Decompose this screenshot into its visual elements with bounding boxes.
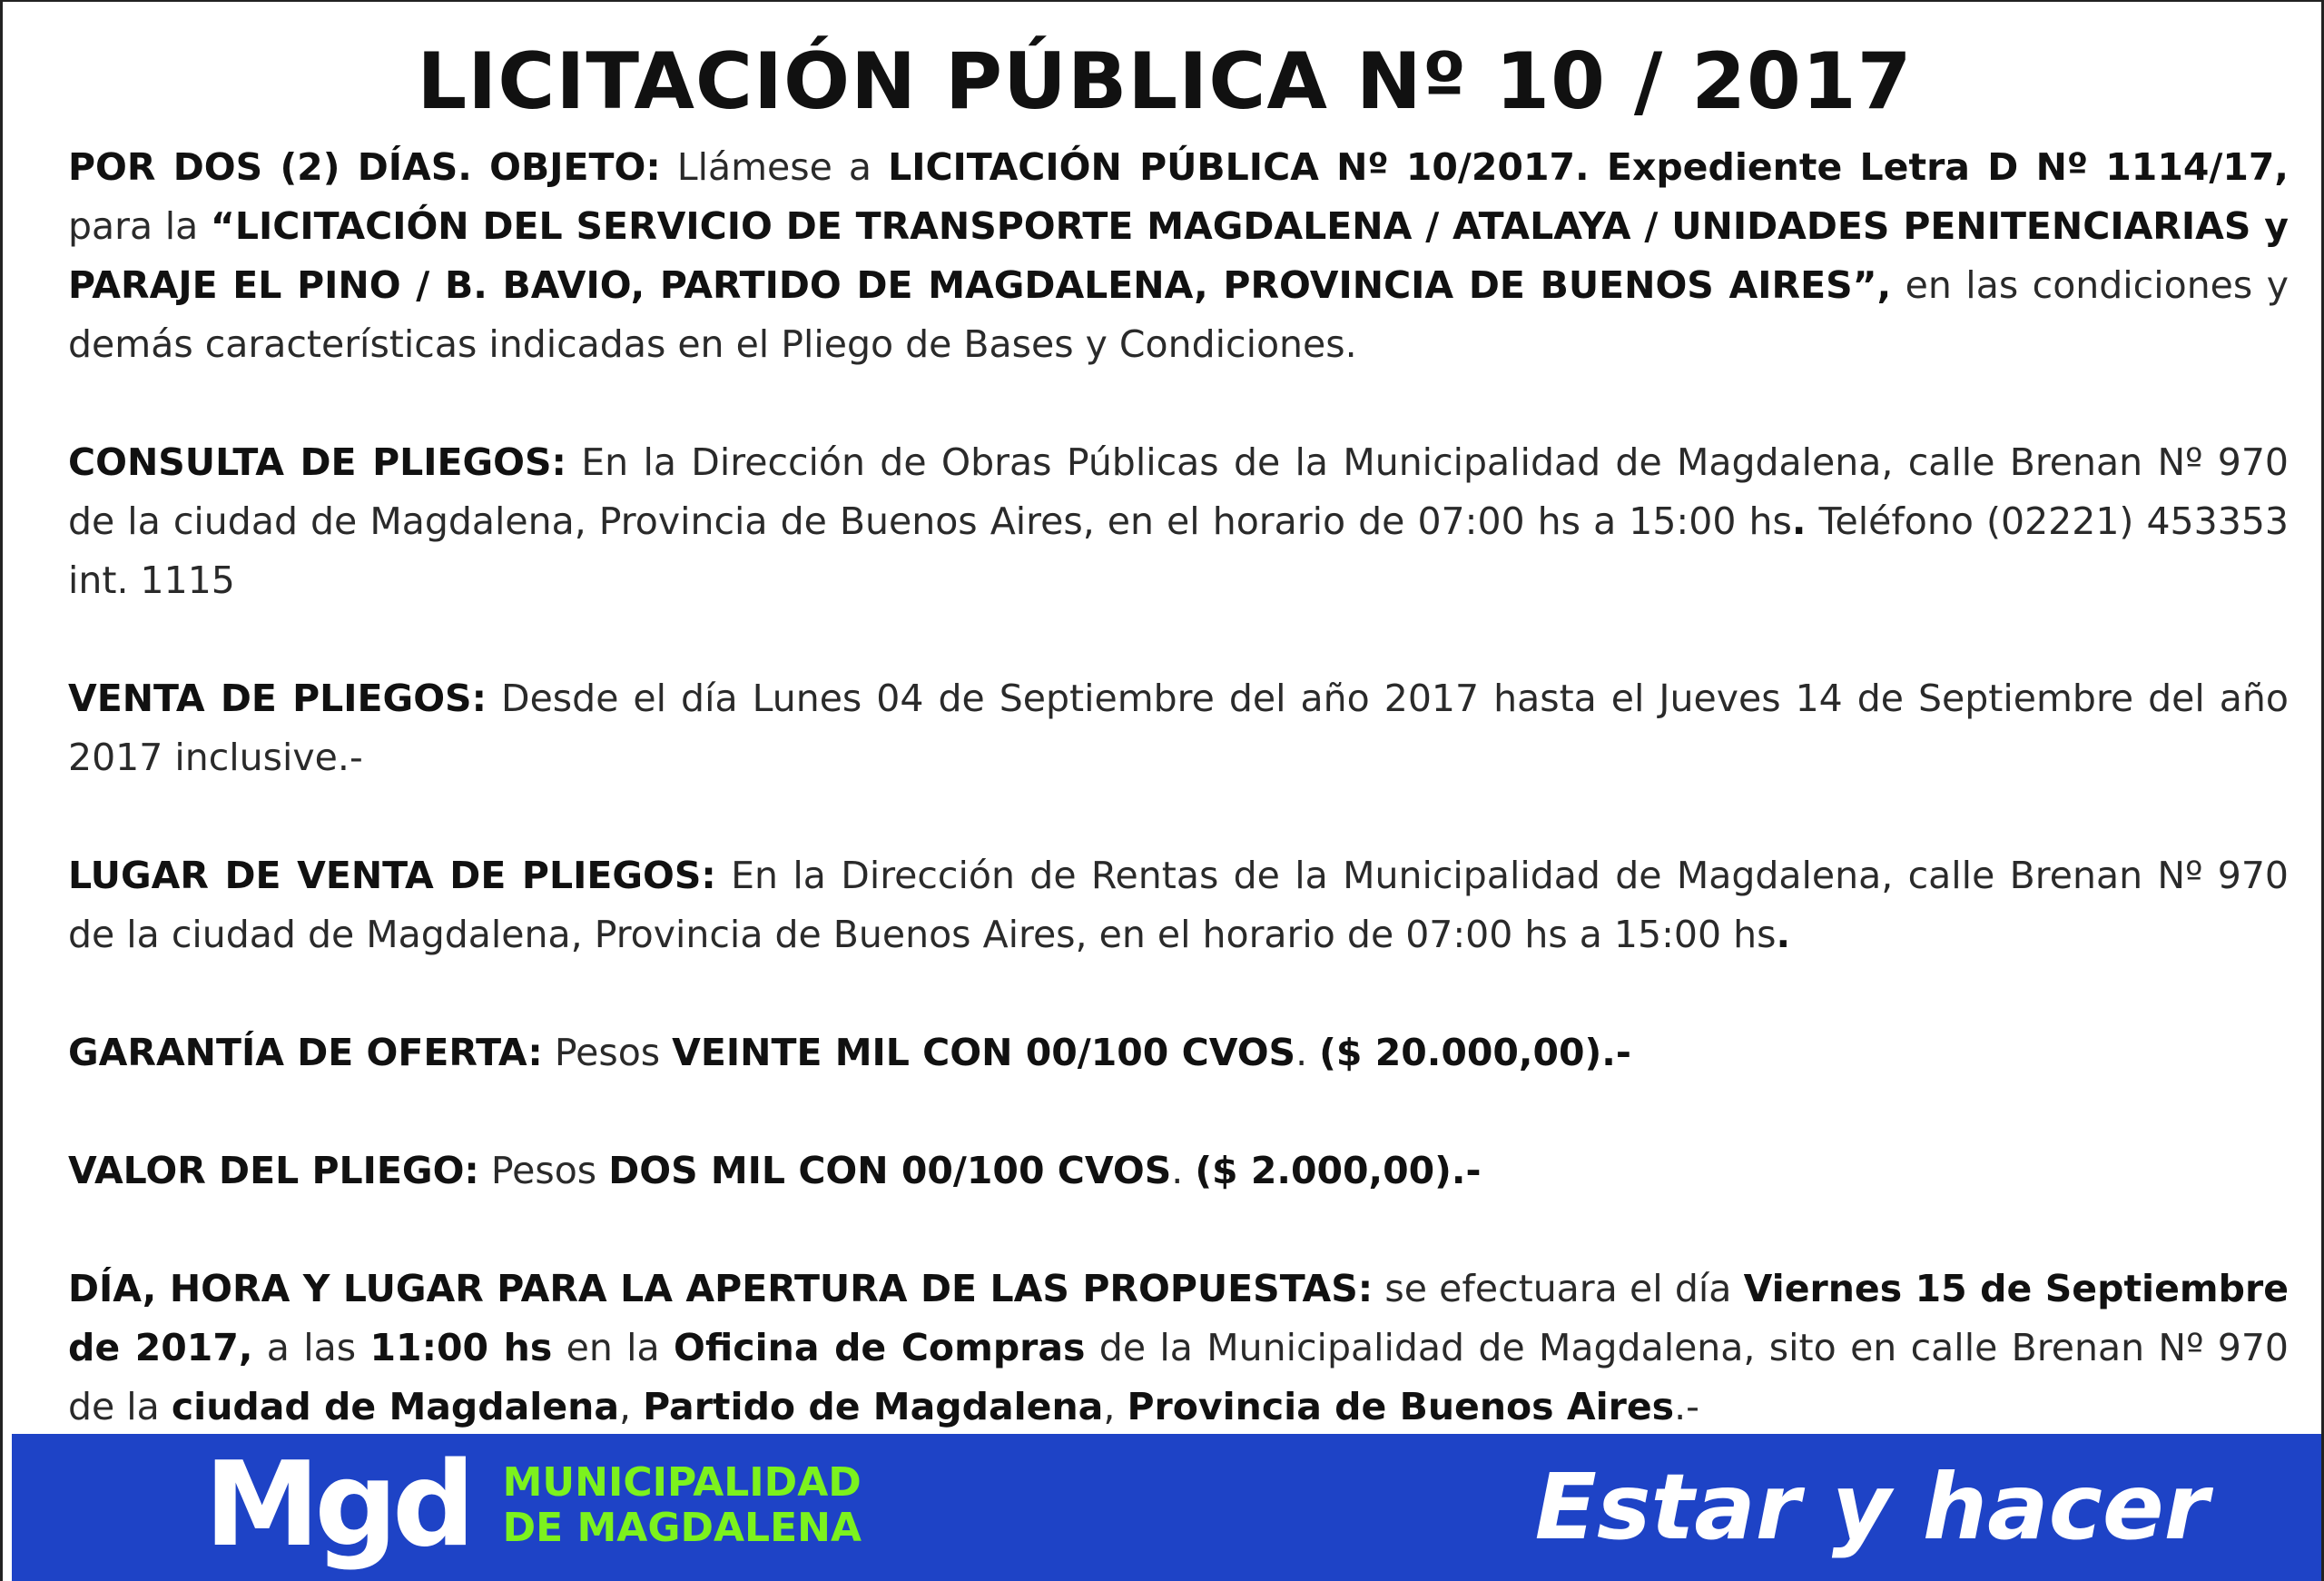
- municipality-logo: [204, 1438, 862, 1573]
- objeto-heading: POR DOS (2) DÍAS. OBJETO:: [68, 145, 661, 189]
- apertura-date: Viernes 15 de Septiembre de 2017,: [68, 1267, 2289, 1369]
- garantia-amount-words: VEINTE MIL CON 00/100 CVOS: [672, 1031, 1296, 1074]
- venta-text: Desde el día Lunes 04 de Septiembre del año 2017 hasta el Jueves 14 de Septiembre del año 2017 inclusive.-: [68, 677, 2289, 779]
- valor-paragraph: [68, 1141, 2289, 1201]
- consulta-paragraph: [68, 433, 2289, 610]
- objeto-text-3: en las condiciones y demás características indicadas en el Pliego de Bases y Condiciones.: [68, 263, 2289, 366]
- footer-banner: [12, 1434, 2321, 1581]
- valor-text: Pesos: [478, 1149, 609, 1192]
- logo-mark: Mgd: [204, 1438, 470, 1573]
- venta-heading: VENTA DE PLIEGOS:: [68, 677, 487, 720]
- apertura-city: ciudad de Magdalena: [171, 1385, 620, 1428]
- garantia-paragraph: [68, 1023, 2289, 1082]
- lugar-heading: LUGAR DE VENTA DE PLIEGOS:: [68, 854, 716, 897]
- consulta-heading: CONSULTA DE PLIEGOS:: [68, 440, 566, 484]
- apertura-partido: Partido de Magdalena: [643, 1385, 1104, 1428]
- logo-line-1: MUNICIPALIDAD: [502, 1459, 862, 1506]
- garantia-heading: GARANTÍA DE OFERTA:: [68, 1031, 543, 1074]
- garantia-sep: .: [1295, 1031, 1320, 1074]
- lugar-paragraph: [68, 846, 2289, 964]
- valor-amount-words: DOS MIL CON 00/100 CVOS: [608, 1149, 1172, 1192]
- apertura-sep-1: ,: [619, 1385, 644, 1428]
- apertura-paragraph: [68, 1260, 2289, 1437]
- lugar-period: .: [1776, 913, 1791, 956]
- service-title: “LICITACIÓN DEL SERVICIO DE TRANSPORTE MAGDALENA / ATALAYA / UNIDADES PENITENCIARIAS y PARAJE EL PINO / B. BAVIO, PARTIDO DE MAGDALENA, PROVINCIA DE BUENOS AIRES”,: [68, 204, 2289, 307]
- objeto-text-2: para la: [68, 204, 211, 248]
- consulta-text: En la Dirección de Obras Públicas de la Municipalidad de Magdalena, calle Brenan Nº 970 de la ciudad de Magdalena, Provincia de Buenos Aires, en el horario de 07:00 hs a 15:00 hs: [68, 440, 2290, 543]
- apertura-text-2: a las: [252, 1326, 370, 1369]
- apertura-provincia: Provincia de Buenos Aires: [1127, 1385, 1675, 1428]
- apertura-text: se efectuara el día: [1373, 1267, 1744, 1310]
- objeto-paragraph: [68, 138, 2289, 374]
- apertura-end: .-: [1674, 1385, 1699, 1428]
- valor-heading: VALOR DEL PLIEGO:: [68, 1149, 479, 1192]
- page-title: LICITACIÓN PÚBLICA Nº 10 / 2017: [417, 36, 1913, 127]
- expediente-text: LICITACIÓN PÚBLICA Nº 10/2017. Expediente Letra D Nº 1114/17,: [888, 145, 2289, 189]
- apertura-text-4: de la Municipalidad de Magdalena, sito en calle Brenan Nº 970 de la: [68, 1326, 2290, 1428]
- valor-sep: .: [1171, 1149, 1196, 1192]
- objeto-text: Llámese a: [660, 145, 889, 189]
- garantia-text: Pesos: [542, 1031, 673, 1074]
- apertura-heading: DÍA, HORA Y LUGAR PARA LA APERTURA DE LAS PROPUESTAS:: [68, 1267, 1374, 1310]
- logo-line-2: DE MAGDALENA: [502, 1505, 862, 1551]
- consulta-period: .: [1791, 499, 1807, 543]
- logo-text: [503, 1460, 862, 1551]
- lugar-text: En la Dirección de Rentas de la Municipalidad de Magdalena, calle Brenan Nº 970 de la ciudad de Magdalena, Provincia de Buenos Aires, en el horario de 07:00 hs a 15:00 hs: [68, 854, 2289, 956]
- apertura-text-3: en la: [552, 1326, 675, 1369]
- apertura-time: 11:00 hs: [369, 1326, 553, 1369]
- phone-text: Teléfono (02221) 453353 int. 1115: [68, 499, 2289, 602]
- apertura-sep-2: ,: [1103, 1385, 1128, 1428]
- valor-amount: ($ 2.000,00).-: [1195, 1149, 1482, 1192]
- apertura-office: Oficina de Compras: [674, 1326, 1086, 1369]
- garantia-amount: ($ 20.000,00).-: [1319, 1031, 1631, 1074]
- venta-paragraph: [68, 669, 2289, 787]
- slogan: Estar y hacer: [1534, 1454, 2209, 1560]
- notice-body: [68, 138, 2289, 1437]
